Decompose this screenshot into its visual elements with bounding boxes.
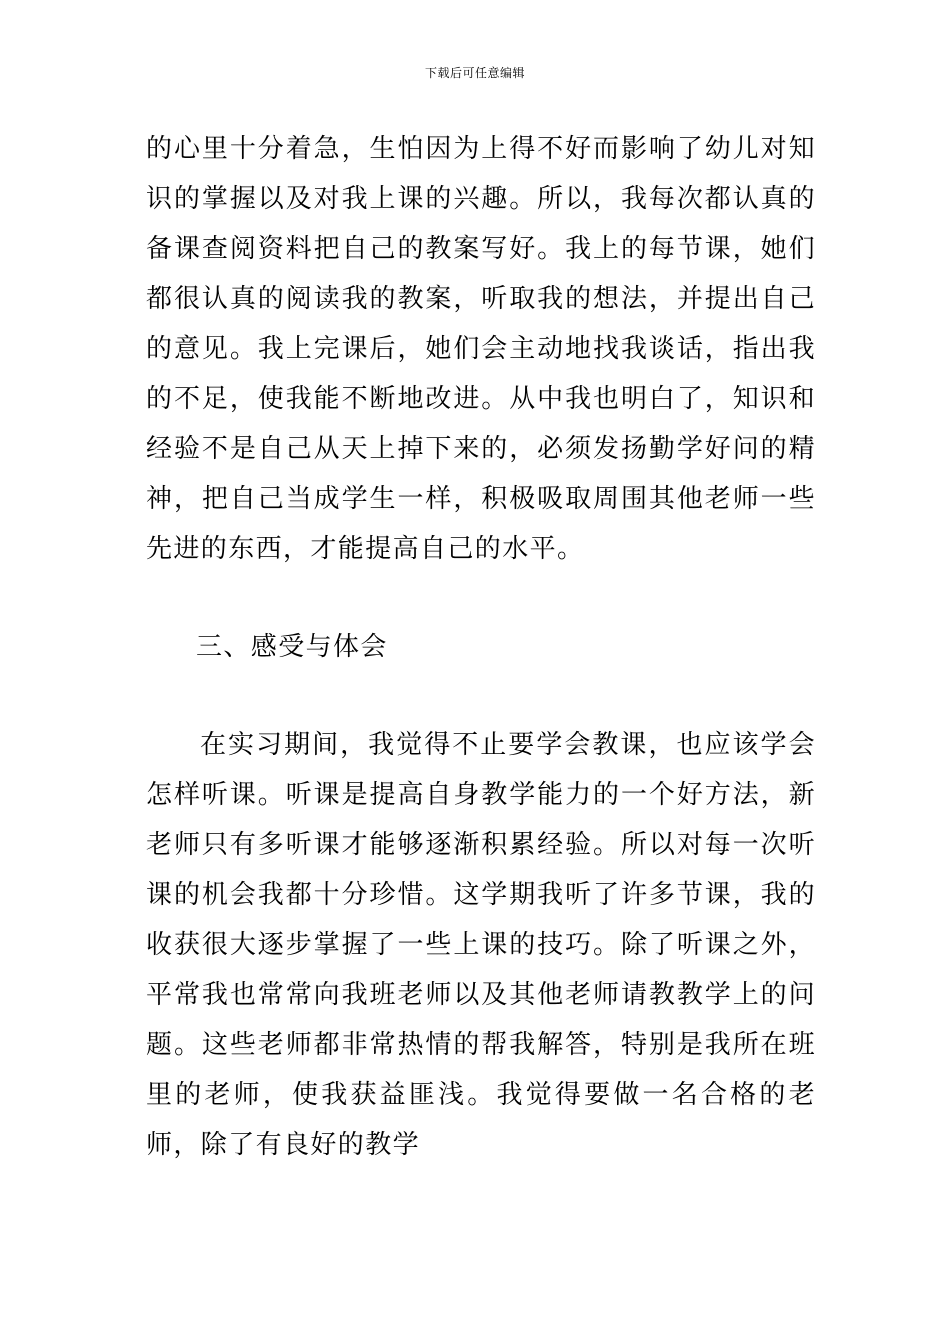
body-paragraph-1: 的心里十分着急，生怕因为上得不好而影响了幼儿对知识的掌握以及对我上课的兴趣。所以，我每次都认真的备课查阅资料把自己的教案写好。我上的每节课，她们都很认真的阅读我的教案，听取我的想法，并提出自己的意见。我上完课后，她们会主动地找我谈话，指出我的不足，使我能不断地改进。从中我也明白了，知识和经验不是自己从天上掉下来的，必须发扬勤学好问的精神，把自己当成学生一样，积极吸取周围其他老师一些先进的东西，才能提高自己的水平。: [146, 134, 816, 564]
section-heading: 三、感受与体会: [196, 632, 388, 662]
body-paragraph-2: 在实习期间，我觉得不止要学会教课，也应该学会怎样听课。听课是提高自身教学能力的一个好方法，新老师只有多听课才能够逐渐积累经验。所以对每一次听课的机会我都十分珍惜。这学期我听了许多节课，我的收获很大逐步掌握了一些上课的技巧。除了听课之外，平常我也常常向我班老师以及其他老师请教教学上的问题。这些老师都非常热情的帮我解答，特别是我所在班里的老师，使我获益匪浅。我觉得要做一名合格的老师，除了有良好的教学: [146, 730, 816, 1160]
page-header: 下载后可任意编辑: [424, 66, 525, 80]
